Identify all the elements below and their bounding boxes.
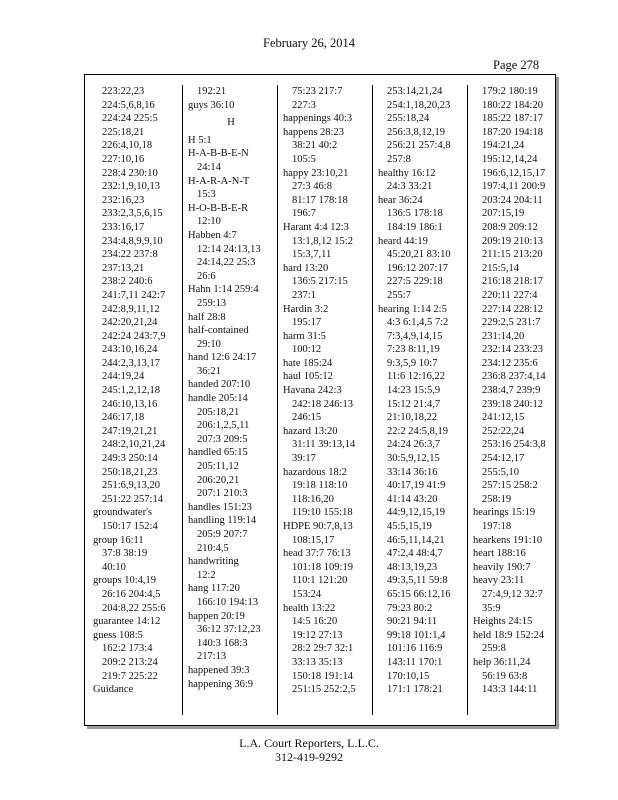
- index-page-refs: 224:24 225:5: [102, 113, 158, 125]
- index-term: guys 36:10: [188, 99, 235, 111]
- index-page-refs: 247:19,21,21: [102, 425, 158, 437]
- index-term: groundwater's: [93, 507, 153, 519]
- index-page-refs: 207:1 210:3: [197, 488, 248, 500]
- index-term: handles 151:23: [188, 501, 252, 513]
- column-divider: [277, 85, 278, 715]
- index-term: Havana 242:3: [283, 385, 342, 397]
- index-page-refs: 256:3,8,12,19: [387, 126, 446, 138]
- index-page-refs: 205:9 207:7: [197, 529, 248, 540]
- index-term: hearings 15:19: [473, 507, 536, 519]
- page-number: Page 278: [493, 58, 540, 72]
- index-term: held 18:9 152:24: [473, 629, 545, 641]
- index-page-refs: 256:21 257:4,8: [387, 140, 451, 152]
- index-term: guarantee 14:12: [93, 616, 161, 628]
- index-page-refs: 136:5 217:15: [292, 276, 348, 288]
- index-page-refs: 166:10 194:13: [197, 596, 258, 608]
- index-page-refs: 24:14,22 25:3: [197, 257, 256, 269]
- index-page-refs: 211:15 213:20: [482, 249, 543, 261]
- index-page-refs: 231:14,20: [482, 330, 525, 342]
- index-term: hazardous 18:2: [283, 466, 347, 478]
- index-page-refs: 259:8: [482, 643, 506, 655]
- column-divider: [467, 85, 468, 715]
- index-page-refs: 207:15,19: [482, 208, 525, 220]
- index-page-refs: 205:18,21: [197, 406, 240, 418]
- index-page-refs: 219:7 225:22: [102, 670, 158, 682]
- index-page-refs: 22:2 24:5,8,19: [387, 425, 448, 437]
- index-page-refs: 49:3,5,11 59:8: [387, 575, 448, 587]
- index-page-refs: 246:15: [292, 412, 322, 424]
- index-page-refs: 118:16,20: [292, 493, 334, 505]
- index-page-refs: 206:20,21: [197, 474, 240, 486]
- index-page-refs: 217:13: [197, 651, 227, 663]
- index-page-refs: 208:9 209:12: [482, 221, 538, 233]
- index-page-refs: 228:4 230:10: [102, 167, 158, 179]
- index-page-refs: 227:14 228:12: [482, 303, 543, 315]
- index-term: happens 28:23: [283, 126, 344, 138]
- index-page-refs: 196:7: [292, 208, 316, 220]
- index-page-refs: 27:3 46:8: [292, 181, 332, 193]
- index-page-refs: 242:18 246:13: [292, 398, 353, 410]
- index-page-refs: 26:6: [197, 270, 216, 282]
- index-term: handling 119:14: [188, 515, 257, 527]
- index-term: health 13:22: [283, 602, 336, 614]
- index-page-refs: 65:15 66:12,16: [387, 588, 451, 600]
- index-page-refs: 257:15 258:2: [482, 480, 538, 492]
- index-page-refs: 33:13 35:13: [292, 656, 343, 668]
- index-page-refs: 237:13,21: [102, 262, 145, 274]
- index-page-refs: 224:5,6,8,16: [102, 99, 155, 111]
- index-page-refs: 242:8,9,11,12: [102, 303, 160, 315]
- index-page-refs: 79:23 80:2: [387, 602, 433, 614]
- index-term: hazard 13:20: [283, 425, 338, 437]
- index-page-refs: 195:12,14,24: [482, 153, 538, 165]
- index-term: happy 23:10,21: [283, 167, 349, 179]
- index-page-refs: 41:14 43:20: [387, 493, 438, 505]
- index-page-refs: 251:6,9,13,20: [102, 480, 161, 492]
- index-page-refs: 227:3: [292, 99, 316, 111]
- index-page-refs: 11:6 12:16,22: [387, 371, 445, 383]
- index-page-refs: 15:3,7,11: [292, 249, 332, 261]
- index-term: Hahn 1:14 259:4: [188, 284, 259, 296]
- index-page-refs: 227:5 229:18: [387, 276, 443, 288]
- index-page-refs: 48:13,19,23: [387, 561, 438, 573]
- index-term: heart 188:16: [473, 548, 526, 560]
- index-page-refs: 251:22 257:14: [102, 493, 163, 505]
- index-page-refs: 234:12 235:6: [482, 357, 538, 369]
- index-page-refs: 101:16 116:9: [387, 643, 443, 655]
- index-term: heavily 190:7: [473, 561, 531, 573]
- index-term: heard 44:19: [378, 235, 428, 247]
- index-page-refs: 236:8 237:4,14: [482, 371, 546, 383]
- index-page-refs: 195:17: [292, 317, 322, 329]
- index-page-refs: 35:9: [482, 602, 501, 614]
- index-page-refs: 233:16,17: [102, 221, 145, 233]
- index-page-refs: 136:5 178:18: [387, 208, 443, 220]
- index-page-refs: 241:12,15: [482, 412, 525, 424]
- index-term: happening 36:9: [188, 678, 254, 690]
- index-page-refs: 246:10,13,16: [102, 398, 158, 410]
- index-page-refs: 241:7,11 242:7: [102, 289, 166, 301]
- index-page-refs: 216:18 218:17: [482, 276, 543, 288]
- footer-phone: 312-419-9292: [275, 750, 343, 764]
- index-page-refs: 179:2 180:19: [482, 86, 538, 97]
- index-page-refs: 119:10 155:18: [292, 507, 353, 519]
- index-page-refs: 255:7: [387, 289, 411, 301]
- index-page-refs: 197:18: [482, 521, 512, 532]
- index-page-refs: 233:2,3,5,6,15: [102, 208, 163, 220]
- index-page-refs: 209:2 213:24: [102, 656, 158, 668]
- index-page-refs: 251:15 252:2,5: [292, 684, 356, 696]
- index-page-refs: 7:3,4,9,14,15: [387, 330, 443, 342]
- index-page-refs: 196:12 207:17: [387, 262, 448, 274]
- index-page-refs: 33:14 36:16: [387, 466, 438, 478]
- index-page-refs: 40:17,19 41:9: [387, 480, 446, 492]
- index-page-refs: 246:17,18: [102, 412, 145, 424]
- index-page-refs: 15:3: [197, 189, 216, 201]
- index-page-refs: 36:21: [197, 365, 221, 377]
- index-page-refs: 101:18 109:19: [292, 561, 353, 573]
- index-page-refs: 81:17 178:18: [292, 194, 348, 206]
- index-term: Habben 4:7: [188, 229, 237, 241]
- index-page-refs: 12:10: [197, 216, 221, 228]
- index-page-refs: 255:18,24: [387, 113, 430, 125]
- index-page-refs: 259:13: [197, 297, 227, 309]
- index-page-refs: 99:18 101:1,4: [387, 629, 446, 641]
- index-page-refs: 19:18 118:10: [292, 480, 348, 492]
- index-page-refs: 225:18,21: [102, 126, 145, 138]
- index-term: hang 117:20: [188, 583, 240, 595]
- index-term: hear 36:24: [378, 194, 423, 206]
- index-page-refs: 12:14 24:13,13: [197, 243, 261, 255]
- index-page-refs: 254:12,17: [482, 453, 525, 465]
- index-page-refs: 244:2,3,13,17: [102, 357, 161, 369]
- index-page-refs: 31:11 39:13,14: [292, 439, 356, 451]
- index-page-refs: 253:16 254:3,8: [482, 439, 546, 451]
- index-page-refs: 4:3 6:1,4,5 7:2: [387, 317, 449, 329]
- index-term: H-A-B-B-E-N: [188, 148, 249, 160]
- index-term: hearing 1:14 2:5: [378, 303, 447, 315]
- index-page-refs: 12:2: [197, 569, 216, 581]
- index-page-refs: 192:21: [197, 86, 227, 97]
- index-page-refs: 242:20,21,24: [102, 317, 158, 329]
- index-page-refs: 229:2,5 231:7: [482, 317, 541, 329]
- index-page-refs: 205:11,12: [197, 461, 239, 473]
- index-column-2: [188, 85, 274, 715]
- index-term: handled 65:15: [188, 447, 248, 459]
- index-page-refs: 255:5,10: [482, 466, 520, 478]
- index-page-refs: 248:2,10,21,24: [102, 439, 166, 451]
- index-term: Guidance: [93, 684, 134, 696]
- index-page-refs: 24:24 26:3,7: [387, 439, 441, 451]
- index-page-refs: 232:14 233:23: [482, 344, 543, 356]
- column-divider: [372, 85, 373, 715]
- index-page-refs: 140:3 168:3: [197, 637, 248, 649]
- index-term: head 37:7 76:13: [283, 548, 351, 560]
- index-page-refs: 197:4,11 200:9: [482, 181, 546, 193]
- index-page-refs: 7:23 8:11,19: [387, 344, 440, 356]
- index-page-refs: 237:1: [292, 289, 316, 301]
- index-page-refs: 203:24 204:11: [482, 194, 543, 206]
- index-page-refs: 257:8: [387, 153, 411, 165]
- index-term: H-A-R-A-N-T: [188, 175, 250, 187]
- index-term: happened 39:3: [188, 664, 250, 676]
- index-page-refs: 204:8,22 255:6: [102, 602, 166, 614]
- index-term: half-contained: [188, 325, 249, 337]
- index-page-refs: 252:22,24: [482, 425, 525, 437]
- index-page-refs: 234:4,8,9,9,10: [102, 235, 163, 247]
- index-page-refs: 162:2 173:4: [102, 643, 153, 655]
- index-page-refs: 245:1,2,12,18: [102, 385, 161, 397]
- index-page-refs: 143:3 144:11: [482, 684, 538, 696]
- index-page-refs: 75:23 217:7: [292, 86, 343, 97]
- index-term: healthy 16:12: [378, 167, 436, 179]
- index-term: Heights 24:15: [473, 616, 533, 628]
- index-page-refs: 37:8 38:19: [102, 548, 148, 560]
- index-page-refs: 13:1,8,12 15:2: [292, 235, 353, 247]
- index-page-refs: 38:21 40:2: [292, 140, 338, 152]
- index-term: H 5:1: [188, 134, 212, 146]
- index-page-refs: 249:3 250:14: [102, 453, 158, 465]
- index-page-refs: 14:23 15:5,9: [387, 385, 441, 397]
- index-page-refs: 232:1,9,10,13: [102, 181, 161, 193]
- index-page-refs: 44:9,12,15,19: [387, 507, 446, 519]
- index-page-refs: 47:2,4 48:4,7: [387, 548, 443, 560]
- index-page-refs: 21:10,18,22: [387, 412, 438, 424]
- index-term: hate 185:24: [283, 357, 333, 369]
- index-page-refs: 100:12: [292, 344, 322, 356]
- index-page-refs: 234:22 237:8: [102, 249, 158, 261]
- index-page-refs: 215:5,14: [482, 262, 520, 274]
- index-page-refs: 9:3,5,9 10:7: [387, 357, 438, 369]
- index-column-5: [473, 85, 553, 715]
- index-term: hearkens 191:10: [473, 534, 543, 546]
- index-page-refs: 238:4,7 239:9: [482, 385, 541, 397]
- index-page-refs: 180:22 184:20: [482, 99, 543, 111]
- index-term: handwriting: [188, 556, 239, 568]
- index-page-refs: 36:12 37:12,23: [197, 624, 261, 636]
- index-page-refs: 46:5,11,14,21: [387, 534, 445, 546]
- index-column-4: [378, 85, 464, 715]
- index-page-refs: 170:10,15: [387, 670, 430, 682]
- index-page-refs: 227:10,16: [102, 153, 145, 165]
- index-page-refs: 28:2 29:7 32:1: [292, 643, 354, 655]
- index-page-refs: 40:10: [102, 561, 126, 573]
- index-term: Harant 4:4 12:3: [283, 221, 349, 233]
- index-page-refs: 239:18 240:12: [482, 398, 543, 410]
- index-term: groups 10:4,19: [93, 575, 156, 587]
- index-page-refs: 30:5,9,12,15: [387, 453, 440, 465]
- index-page-refs: 110:1 121:20: [292, 575, 348, 587]
- index-term: guess 108:5: [93, 629, 143, 641]
- index-page-refs: 258:19: [482, 493, 512, 505]
- index-page-refs: 232:16,23: [102, 194, 145, 206]
- index-page-refs: 209:19 210:13: [482, 235, 543, 247]
- index-page-refs: 19:12 27:13: [292, 629, 343, 641]
- index-page-refs: 143:11 170:1: [387, 656, 443, 668]
- index-page-refs: 27:4,9,12 32:7: [482, 588, 543, 600]
- index-term: group 16:11: [93, 534, 144, 546]
- index-page-refs: 184:19 186:1: [387, 221, 443, 233]
- index-page-refs: 238:2 240:6: [102, 276, 153, 288]
- index-page-refs: 194:21,24: [482, 140, 525, 152]
- index-page-refs: 150:17 152:4: [102, 521, 158, 532]
- index-term: help 36:11,24: [473, 656, 531, 668]
- index-page-refs: 24:3 33:21: [387, 181, 433, 193]
- index-column-1: [93, 85, 175, 715]
- index-page-refs: 39:17: [292, 453, 316, 465]
- index-page-refs: 243:10,16,24: [102, 344, 158, 356]
- index-page-refs: 250:18,21,23: [102, 466, 158, 478]
- index-term: handed 207:10: [188, 379, 251, 391]
- section-letter: H: [227, 117, 235, 129]
- index-page-refs: 29:10: [197, 338, 221, 350]
- index-term: half 28:8: [188, 311, 226, 323]
- index-page-refs: 56:19 63:8: [482, 670, 528, 682]
- index-page-refs: 244:19,24: [102, 371, 145, 383]
- index-page-refs: 24:14: [197, 161, 221, 173]
- column-divider: [182, 85, 183, 715]
- index-term: hard 13:20: [283, 262, 329, 274]
- index-page-refs: 210:4,5: [197, 542, 229, 554]
- index-page-refs: 15:12 21:4,7: [387, 398, 441, 410]
- index-column-3: [283, 85, 369, 715]
- index-page-refs: 45:5,15,19: [387, 521, 432, 532]
- index-term: happen 20:19: [188, 610, 245, 622]
- footer-company: L.A. Court Reporters, L.L.C.: [239, 736, 379, 750]
- index-term: H-O-B-B-E-R: [188, 202, 249, 214]
- index-page-refs: 207:3 209:5: [197, 433, 248, 445]
- index-term: harm 31:5: [283, 330, 326, 342]
- index-term: Hardin 3:2: [283, 303, 329, 315]
- index-term: happenings 40:3: [283, 113, 353, 125]
- index-page-refs: 105:5: [292, 153, 316, 165]
- index-page-refs: 108:15,17: [292, 534, 335, 546]
- index-page-refs: 26:16 204:4,5: [102, 588, 161, 600]
- index-page-refs: 226:4,10,18: [102, 140, 153, 152]
- index-page-refs: 171:1 178:21: [387, 684, 443, 696]
- index-page-refs: 206:1,2,5,11: [197, 420, 250, 432]
- index-page-refs: 90:21 94:11: [387, 616, 438, 628]
- index-page-refs: 185:22 187:17: [482, 113, 543, 125]
- index-term: haul 105:12: [283, 371, 333, 383]
- index-page-refs: 223:22,23: [102, 86, 145, 97]
- index-page-refs: 187:20 194:18: [482, 126, 543, 138]
- index-page-refs: 242:24 243:7,9: [102, 330, 166, 342]
- header-date: February 26, 2014: [263, 36, 355, 50]
- index-term: HDPE 90:7,8,13: [283, 521, 353, 532]
- index-page-refs: 196:6,12,15,17: [482, 167, 546, 179]
- index-page-refs: 153:24: [292, 588, 322, 600]
- index-page-refs: 150:18 191:14: [292, 670, 353, 682]
- index-term: handle 205:14: [188, 393, 248, 405]
- index-term: heavy 23:11: [473, 575, 525, 587]
- index-page-refs: 45:20,21 83:10: [387, 249, 451, 261]
- index-page-refs: 14:5 16:20: [292, 616, 338, 628]
- index-frame: [84, 74, 556, 726]
- index-term: hand 12:6 24:17: [188, 352, 257, 364]
- index-page-refs: 220:11 227:4: [482, 289, 538, 301]
- index-page-refs: 253:14,21,24: [387, 86, 443, 97]
- index-page-refs: 254:1,18,20,23: [387, 99, 451, 111]
